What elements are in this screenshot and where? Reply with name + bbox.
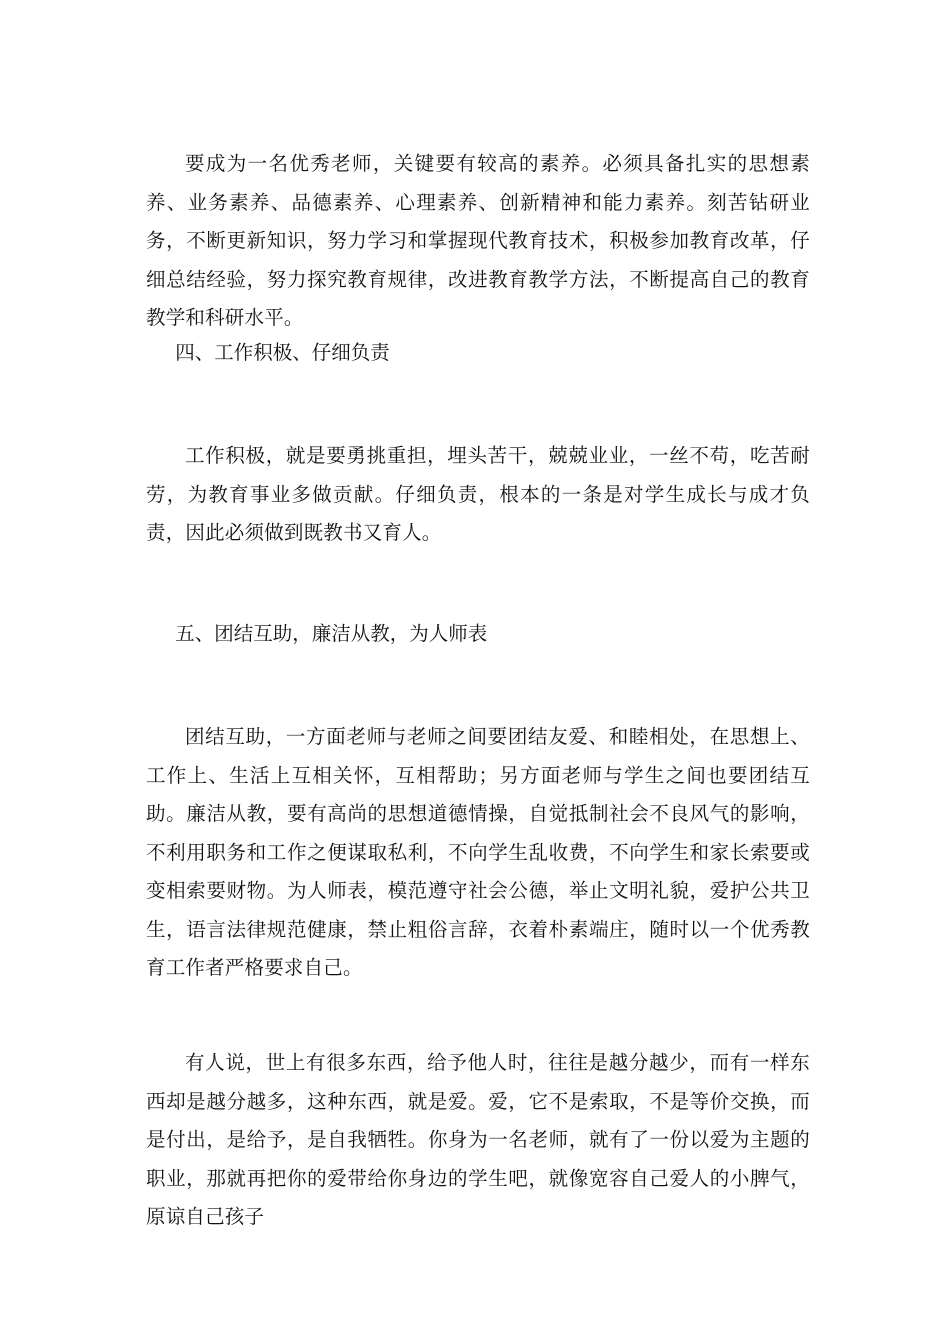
paragraph-unity-integrity: 团结互助，一方面老师与老师之间要团结友爱、和睦相处，在思想上、工作上、生活上互相关怀，互相帮助；另方面老师与学生之间也要团结互助。廉洁从教，要有高尚的思想道德情操，自觉抵制社会不良风气的影响，不利用职务和工作之便谋取私利，不向学生乱收费，不向学生和家长索要或变相索要财物。为人师表，模范遵守社会公德，举止文明礼貌，爱护公共卫生，语言法律规范健康，禁止粗俗言辞，衣着朴素端庄，随时以一个优秀教育工作者严格要求自己。 [146, 725, 810, 979]
section-heading-4: 四、工作积极、仔细负责 [175, 341, 390, 364]
section-heading-5: 五、团结互助，廉洁从教，为人师表 [175, 622, 488, 645]
paragraph-love: 有人说，世上有很多东西，给予他人时，往往是越分越少，而有一样东西却是越分越多，这种东西，就是爱。爱，它不是索取，不是等价交换，而是付出，是给予，是自我牺牲。你身为一名老师，就有了一份以爱为主题的职业，那就再把你的爱带给你身边的学生吧，就像宽容自己爱人的小脾气，原谅自己孩子 [146, 1051, 810, 1228]
paragraph-teacher-qualities: 要成为一名优秀老师，关键要有较高的素养。必须具备扎实的思想素养、业务素养、品德素养、心理素养、创新精神和能力素养。刻苦钻研业务，不断更新知识，努力学习和掌握现代教育技术，积极参加教育改革，仔细总结经验，努力探究教育规律，改进教育教学方法，不断提高自己的教育教学和科研水平。 [146, 152, 810, 329]
paragraph-work-attitude: 工作积极，就是要勇挑重担，埋头苦干，兢兢业业，一丝不苟，吃苦耐劳，为教育事业多做贡献。仔细负责，根本的一条是对学生成长与成才负责，因此必须做到既教书又育人。 [146, 444, 810, 544]
